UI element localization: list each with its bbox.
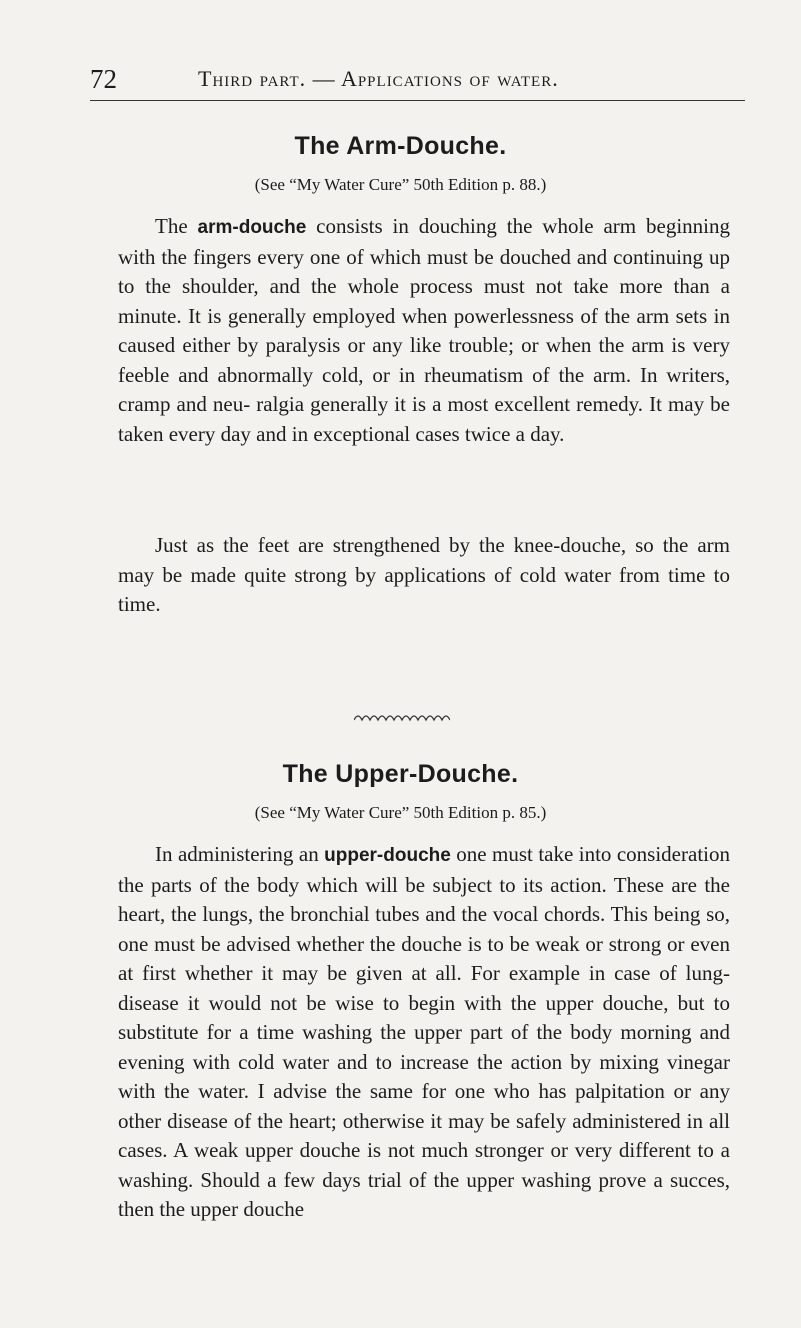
term-arm-douche: arm-douche (197, 217, 307, 238)
section-reference-upper-douche: (See “My Water Cure” 50th Edition p. 85.) (254, 803, 547, 822)
page-number: 72 (90, 64, 117, 94)
paragraph-upper-douche (118, 840, 730, 1225)
paragraph-text: one must take into consideration the parts of the body which will be subject to its action. These are the heart, the lungs, the bronchial tubes and the vocal chords. This being so, one must be advised whether the douche is to be weak or strong or even at first whether it may be given at all. For example in case of lung-disease it would not be wise to begin with the upper douche, but to substitute for a time washing the upper part of the body morning and evening with cold water and to increase the action by mixing vinegar with the water. I advise the same for one who has palpitation or any other disease of the heart; otherwise it may be safely administered in all cases. A weak upper douche is not much stronger or very different to a washing. Should a few days trial of the upper washing prove a succes, then the upper douche (118, 842, 730, 1221)
page-header (90, 64, 745, 100)
section-reference-arm-douche: (See “My Water Cure” 50th Edition p. 88.) (254, 175, 547, 194)
paragraph-text: In administering an (155, 842, 325, 866)
paragraph-arm-douche-2: Just as the feet are strengthened by the knee-douche, so the arm may be made quite strong by applications of cold water from time to time. (118, 533, 730, 616)
header-rule (90, 100, 745, 101)
section-title-arm-douche: The Arm-Douche. (294, 132, 507, 160)
paragraph-arm-douche-1 (118, 212, 730, 449)
running-head: Third part. — Applications of water. (198, 66, 559, 91)
paragraph-text: consists in douching the whole arm beginning with the fingers every one of which must be douched and continuing up to the shoulder, and the whole process must not take more than a minute. It is generally employed when powerlessness of the arm sets in caused either by paralysis or any like trouble; or when the arm is very feeble and abnormally cold, or in rheumatism of the arm. In writers, cramp and neu- ralgia generally it is a most excellent remedy. It may be taken every day and in exceptional cases twice a day. (118, 214, 730, 446)
term-upper-douche: upper-douche (324, 845, 451, 866)
wavy-divider-icon (354, 710, 450, 724)
paragraph-text: The (155, 214, 198, 238)
section-title-upper-douche: The Upper-Douche. (282, 760, 519, 788)
